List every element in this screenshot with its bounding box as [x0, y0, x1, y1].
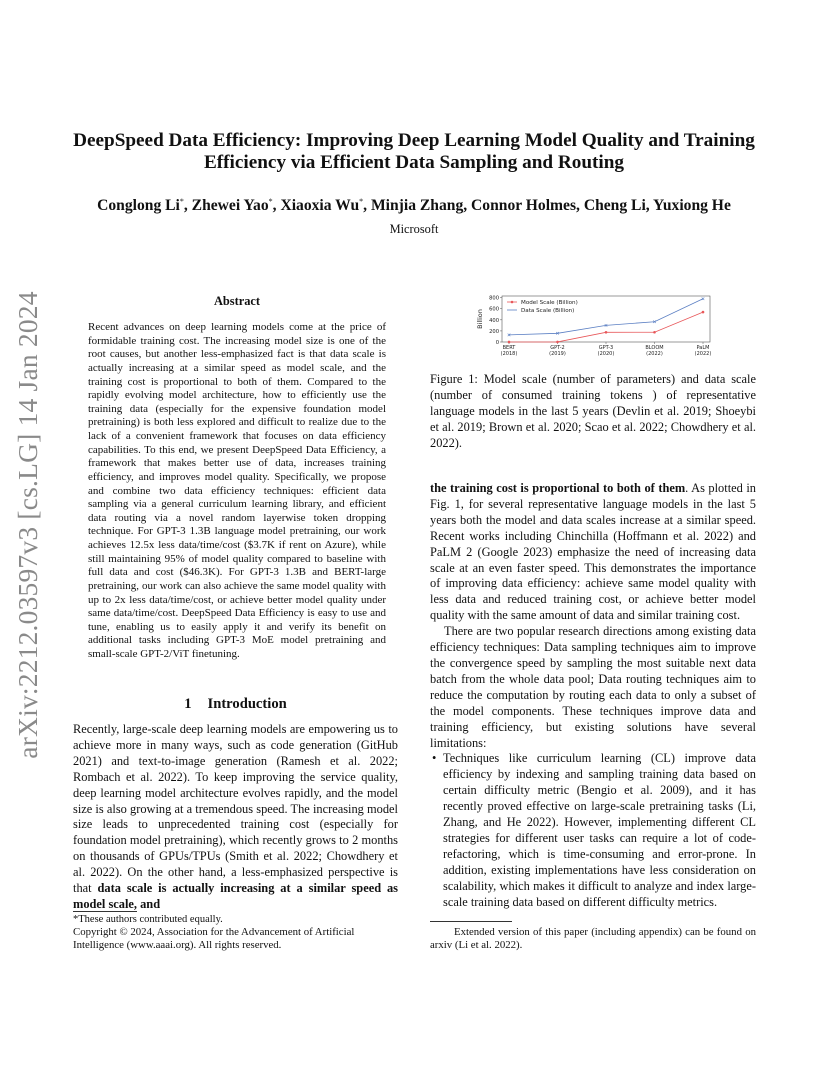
legend-label: Model Scale (Billion)	[521, 300, 578, 306]
x-tick-label: (2018)	[500, 351, 518, 357]
data-point	[508, 341, 511, 344]
author-name: Connor Holmes	[471, 197, 577, 215]
y-tick-label: 400	[489, 317, 499, 324]
copyright-notice: Copyright © 2024, Association for the Advancement of Artificial Intelligence (www.aaai.org). All rights reserved.	[73, 926, 355, 952]
data-point	[605, 331, 608, 334]
arxiv-sidebar	[8, 290, 48, 760]
abstract-heading: Abstract	[213, 294, 261, 308]
author-name: Xiaoxia Wu	[280, 197, 360, 215]
paragraph-1-bold: the training cost is proportional to both of them	[430, 481, 686, 495]
author-list: Conglong Li*, Zhewei Yao*, Xiaoxia Wu*, Minjia Zhang, Connor Holmes, Cheng Li, Yuxiong He	[97, 197, 731, 215]
legend-marker	[511, 301, 514, 304]
x-tick-label: BERT	[502, 345, 516, 351]
y-tick-label: 600	[489, 306, 499, 313]
y-tick-label: 200	[489, 328, 499, 335]
line-chart	[474, 292, 716, 360]
right-column-body	[430, 481, 756, 910]
data-point	[653, 331, 656, 334]
section-number: 1	[184, 696, 192, 712]
x-tick-label: (2022)	[694, 351, 712, 357]
x-tick-label: PaLM	[696, 345, 710, 351]
figure-1-chart	[474, 292, 716, 360]
footnote-extended-version	[430, 926, 756, 953]
series-line	[509, 312, 703, 342]
data-point	[556, 341, 559, 344]
author-name: Cheng Li	[583, 197, 646, 215]
footnote-rule-right	[430, 921, 512, 922]
section-heading-introduction	[73, 696, 398, 713]
x-tick-label: (2022)	[646, 351, 663, 357]
legend-label: Data Scale (Billion)	[521, 308, 575, 314]
figure-1-caption	[430, 372, 756, 452]
intro-paragraph	[73, 722, 398, 913]
intro-bold-text: data scale is actually increasing at a similar speed as model scale, and	[73, 881, 399, 911]
footnote-equal-contribution: *These authors contributed equally.	[73, 914, 223, 925]
section-title: Introduction	[207, 696, 287, 712]
author-name: Yuxiong He	[653, 197, 731, 215]
author-name: Zhewei Yao	[191, 197, 269, 215]
x-tick-label: (2020)	[597, 351, 615, 357]
abstract-text: Recent advances on deep learning models come at the price of formidable training cost. The increasing model size is one of the root causes, but another less-emphasized fact is that data scale is actually increasing at a similar speed as model scale, and the training cost is proportional to both of them. Compared to the rapidly evolving model architecture, how to efficiently use the training data (especially for the expensive foundation model pretraining) is both less explored and difficult to realize due to the lack of a convenient framework that focuses on data efficiency capabilities. To this end, we present DeepSpeed Data Efficiency, a framework that makes better use of data, increases training efficiency, and improves model quality. Specifically, we propose and combine two data efficiency techniques: efficient data sampling via a general curriculum learning library, and efficient data routing via a novel random layerwise token dropping technique. For GPT-3 1.3B language model pretraining, our work achieves 12.5x less data/time/cost ($3.7K if rent on Azure), while still maintaining 95% of model quality compared to baseline with full data and cost ($46.3K). For GPT-3 1.3B and BERT-large pretraining, our work can also achieve the same model quality with up to 2x less data/time/cost, or achieve better model quality under same data/time/cost. DeepSpeed Data Efficiency is easy to use and tune, enabling us to easily apply it and verify its benefit on additional tasks including GPT-3 MoE model pretraining and small-scale GPT-2/ViT finetuning.	[88, 321, 386, 660]
abstract-body	[88, 321, 386, 662]
title-line-2: Efficiency via Efficient Data Sampling and Routing	[203, 152, 624, 173]
author-name: Conglong Li	[97, 197, 180, 215]
data-point	[702, 311, 705, 314]
caption-text: Figure 1: Model scale (number of parameters) and data scale (number of consumed training tokens ) of representative language models in the last 5 years (Devlin et al. 2019; Shoeybi et al. 2019; Brown et al. 2020; Scao et al. 2022; Chowdhery et al. 2022).	[430, 372, 756, 450]
introduction-body	[73, 722, 398, 913]
bullet-text: Techniques like curriculum learning (CL) improve data efficiency by indexing and sampling training data based on certain difficulty metric (Bengio et al. 2009), and it has recently proved effective on large-scale pretraining tasks (Li, Zhang, and He 2022). However, implementing different CL strategies for different user tasks can require a lot of code-refactoring, which is time-consuming and error-prone. In addition, existing implementations have less consideration on scalability, which makes it difficult to analyze and index large-scale training data based on different difficulty metrics.	[443, 751, 756, 909]
author-equal-contribution-mark: *	[359, 197, 364, 206]
x-tick-label: GPT-2	[550, 345, 565, 351]
intro-text: Recently, large-scale deep learning models are empowering us to achieve more in many ways, such as code generation (GitHub 2021) and text-to-image generation (Ramesh et al. 2022; Rombach et al. 2022). To keep improving the service quality, deep learning model architecture evolves rapidly, and the model size is also growing at a tremendous speed. The increasing model size leads to unprecedented training cost (especially for foundation model pretraining), which recently grows to 2 months on thousands of GPUs/TPUs (Smith et al. 2022; Chowdhery et al. 2022). On the other hand, a less-emphasized perspective is that	[73, 722, 398, 896]
y-tick-label: 0	[495, 340, 499, 346]
bullet-item-1	[430, 751, 756, 910]
x-tick-label: BLOOM	[645, 345, 664, 351]
author-name: Minjia Zhang	[370, 197, 464, 215]
bullet-icon: •	[432, 751, 437, 766]
y-axis-label: Billion	[476, 309, 484, 329]
author-equal-contribution-mark: *	[179, 197, 184, 206]
footnote-extended-text: Extended version of this paper (including appendix) can be found on arxiv (Li et al. 2022).	[430, 926, 756, 952]
author-equal-contribution-mark: *	[268, 197, 273, 206]
x-tick-label: (2019)	[549, 351, 566, 357]
paragraph-1	[430, 481, 756, 624]
paper-title	[60, 130, 768, 174]
paragraph-2: There are two popular research directions among existing data efficiency techniques: Data sampling techniques aim to improve the convergence speed by sampling the most suitable next data batch from the whole data pool; Data routing techniques aim to reduce the computation by routing each data to only a subset of the model components. These techniques improve data and training efficiency, but existing solutions have several limitations:	[430, 624, 756, 750]
arxiv-identifier: arXiv:2212.03597v3 [cs.LG] 14 Jan 2024	[12, 291, 43, 759]
affiliation: Microsoft	[389, 222, 439, 236]
x-tick-label: GPT-3	[598, 345, 614, 351]
paragraph-1-text: . As plotted in Fig. 1, for several representative language models in the last 5 years both the model and data scales increase at a similar speed. Recent works including Chinchilla (Hoffmann et al. 2022) and PaLM 2 (Google 2023) emphasize the need of increasing data scale at an even faster speed. This demonstrates the importance of improving data efficiency: achieve same model quality with less data and reduced training cost, or achieve better model quality with the same amount of data and similar training cost.	[430, 481, 756, 623]
y-tick-label: 800	[489, 295, 499, 302]
footnote-rule-left	[73, 911, 137, 912]
title-line-1: DeepSpeed Data Efficiency: Improving Deep Learning Model Quality and Training	[73, 130, 755, 151]
